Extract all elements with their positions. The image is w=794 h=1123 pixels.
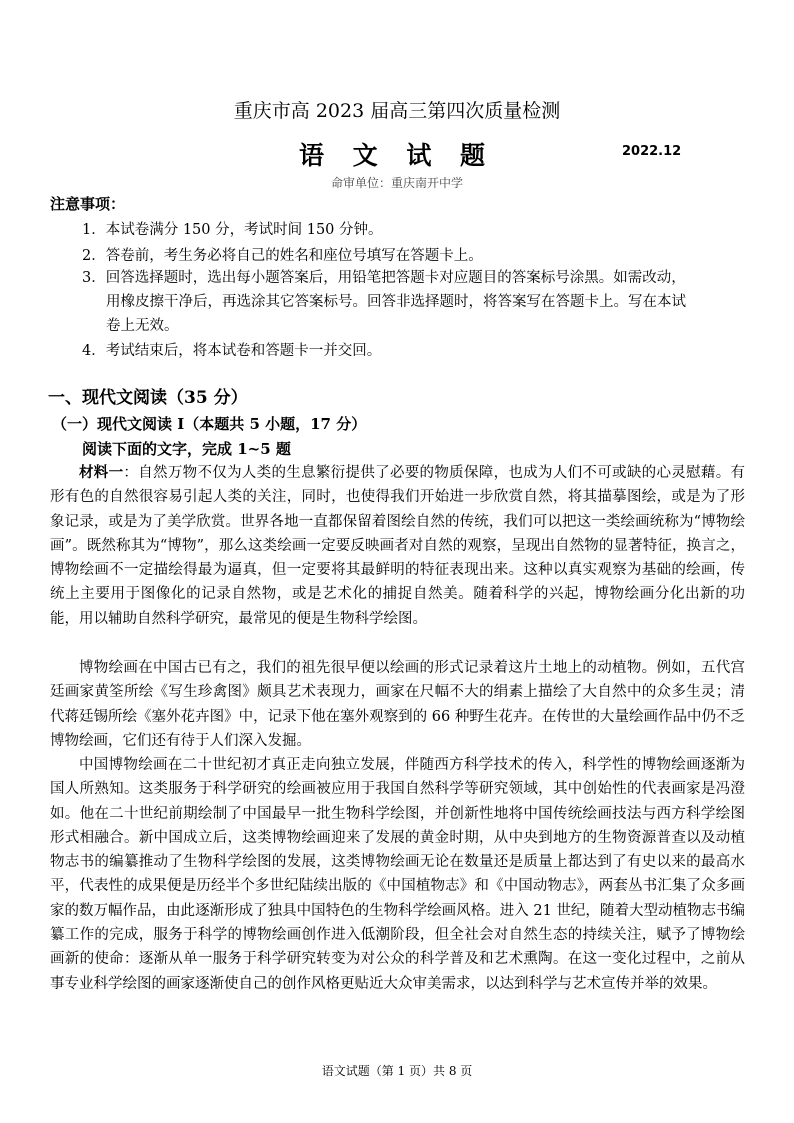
exam-date: 2022.12 bbox=[622, 144, 682, 159]
paragraph-text: ：自然万物不仅为人类的生息繁衍提供了必要的物质保障，也成为人们不可或缺的心灵慰藉。有形有色的自然很容易引起人类的关注，同时，也使得我们开始进一步欣赏自然，将其描摹图绘，或是为了形象记录，或是为了美学欣赏。世界各地一直都保留着图绘自然的传统，我们可以把这一类绘画统称为“博物绘画”。既然称其为“博物”，那么这类绘画一定要反映画者对自然的观察，呈现出自然物的显著特征，换言之，博物绘画不一定描绘得最为逼真，但一定要将其最鲜明的特征表现出来。这种以真实观察为基础的绘画，传统上主要用于图像化的记录自然物，或是艺术化的捕捉自然美。随着科学的兴起，博物绘画分化出新的功能，用以辅助自然科学研究，最常见的便是生物科学绘图。 bbox=[50, 465, 745, 627]
page-footer: 语文试题（第 1 页）共 8 页 bbox=[321, 1064, 473, 1078]
passage-paragraph-3: 中国博物绘画在二十世纪初才真正走向独立发展，伴随西方科学技术的传入，科学性的博物绘画逐渐为国人所熟知。这类服务于科学研究的绘画被应用于我国自然科学等研究领域，其中创始性的代表画家是冯澄如。他在二十世纪前期绘制了中国最早一批生物科学绘图，并创新性地将中国传统绘画技法与西方科学绘图形式相融合。新中国成立后，这类博物绘画迎来了发展的黄金时期，从中央到地方的生物资源普查以及动植物志书的编纂推动了生物科学绘图的发展，这类博物绘画无论在数量还是质量上都达到了有史以来的最高水平，代表性的成果便是历经半个多世纪陆续出版的《中国植物志》和《中国动物志》，两套丛书汇集了众多画家的数万幅作品，由此逐渐形成了独具中国特色的生物科学绘画风格。进入 21 世纪，随着大型动植物志书编纂工作的完成，服务于科学的博物绘画创作进入低潮阶段，但全社会对自然生态的持续关注，赋予了博物绘画新的使命：逐渐从单一服务于科学研究转变为对公众的科学普及和艺术熏陶。在这一变化过程中，之前从事专业科学绘图的画家逐渐使自己的创作风格更贴近大众审美需求，以达到科学与艺术宣传并举的效果。 bbox=[50, 757, 745, 992]
passage-paragraph-1 bbox=[50, 461, 745, 631]
notice-item-3: 3．回答选择题时，选出每小题答案后，用铅笔把答题卡对应题目的答案标号涂黑。如需改动， bbox=[82, 270, 686, 286]
notice-item-4: 4．考试结束后，将本试卷和答题卡一并交回。 bbox=[82, 343, 382, 359]
reading-instruction: 阅读下面的文字，完成 1~5 题 bbox=[82, 440, 291, 458]
section-subtitle: （一）现代文阅读 I（本题共 5 小题，17 分） bbox=[52, 415, 367, 433]
notice-heading: 注意事项： bbox=[50, 195, 126, 213]
section-title: 一、现代文阅读（35 分） bbox=[48, 388, 248, 408]
notice-item-3-cont: 用橡皮擦干净后，再选涂其它答案标号。回答非选择题时，将答案写在答题卡上。写在本试 bbox=[106, 294, 686, 310]
notice-item-2: 2．答卷前，考生务必将自己的姓名和座位号填写在答题卡上。 bbox=[82, 248, 483, 264]
notice-item-1: 1．本试卷满分 150 分，考试时间 150 分钟。 bbox=[82, 222, 383, 238]
subject-title: 语 文 试 题 bbox=[298, 141, 496, 170]
notice-item-3-cont2: 卷上无效。 bbox=[106, 318, 179, 334]
material-label: 材料一 bbox=[79, 464, 124, 481]
setter-unit: 命审单位：重庆南开中学 bbox=[330, 176, 463, 190]
passage-paragraph-2: 博物绘画在中国古已有之，我们的祖先很早便以绘画的形式记录着这片土地上的动植物。例如，五代宫廷画家黄筌所绘《写生珍禽图》颇具艺术表现力，画家在尺幅不大的绢素上描绘了大自然中的众多生灵；清代蒋廷锡所绘《塞外花卉图》中，记录下他在塞外观察到的 66 种野生花卉。在传世的大量绘画作品中仍不乏博物绘画，它们还有待于人们深入发掘。 bbox=[50, 660, 745, 749]
exam-title: 重庆市高 2023 届高三第四次质量检测 bbox=[233, 100, 561, 122]
